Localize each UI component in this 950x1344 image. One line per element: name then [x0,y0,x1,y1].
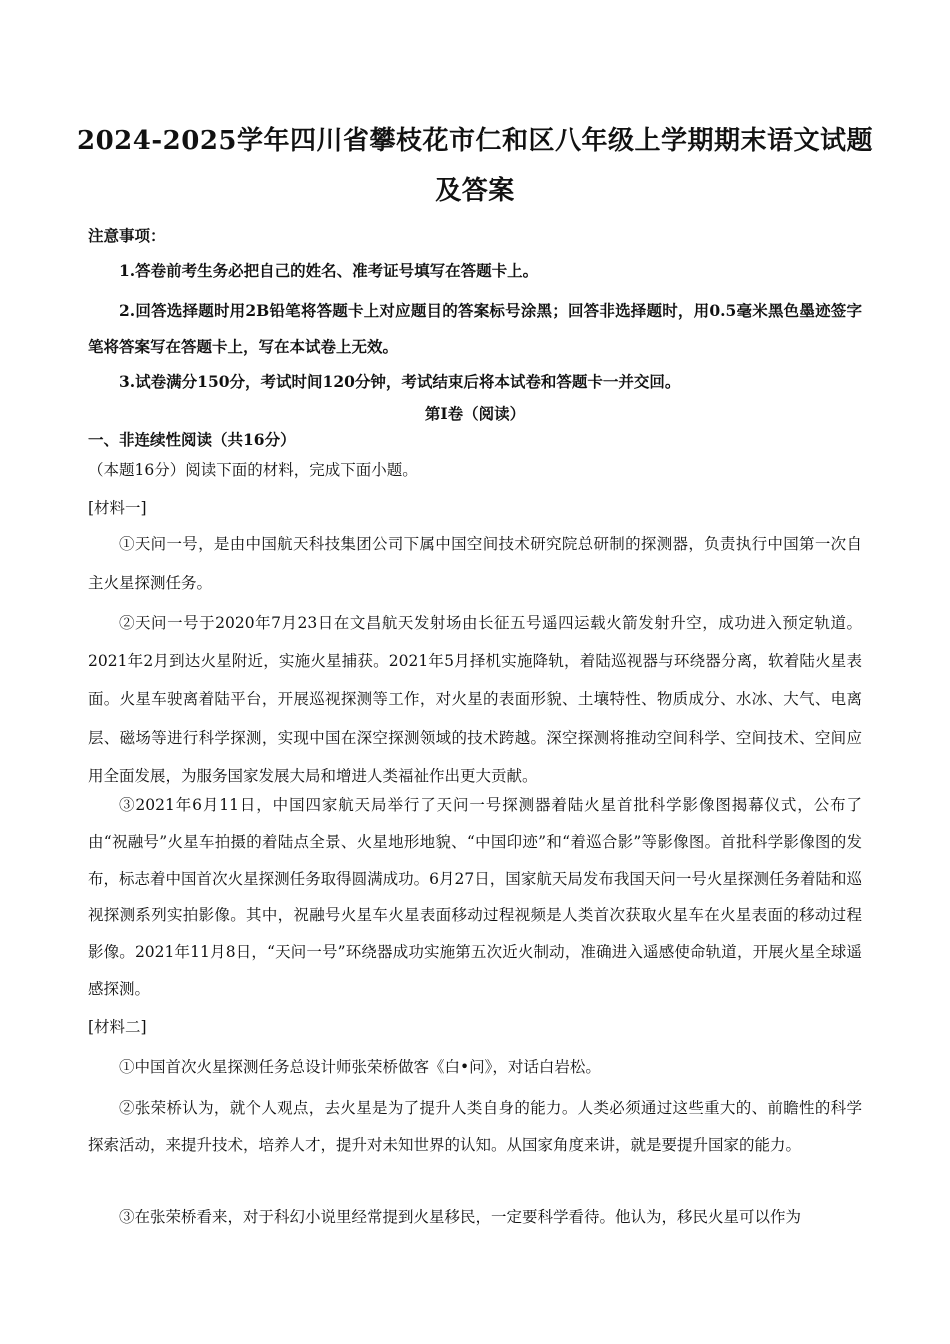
material-1-paragraph-3: ③2021年6月11日，中国四家航天局举行了天问一号探测器着陆火星首批科学影像图揭幕仪式，公布了由“祝融号”火星车拍摄的着陆点全景、火星地形地貌、“中国印迹”和“着巡合影”等影像图。首批科学影像图的发布，标志着中国首次火星探测任务取得圆满成功。6月27日，国家航天局发布我国天问一号火星探测任务着陆和巡视探测系列实拍影像。其中，祝融号火星车火星表面移动过程视频是人类首次获取火星车在火星表面的移动过程影像。2021年11月8日，“天问一号”环绕器成功实施第五次近火制动，准确进入遥感使命轨道，开展火星全球遥感探测。 [88,796,862,998]
volume-title: 第Ⅰ卷（阅读） [424,404,526,423]
material-1-paragraph-2: ②天问一号于2020年7月23日在文昌航天发射场由长征五号遥四运载火箭发射升空，成功进入预定轨道。2021年2月到达火星附近，实施火星捕获。2021年5月择机实施降轨，着陆巡视器与环绕器分离，软着陆火星表面。火星车驶离着陆平台，开展巡视探测等工作，对火星的表面形貌、土壤特性、物质成分、水冰、大气、电离层、磁场等进行科学探测，实现中国在深空探测领域的技术跨越。深空探测将推动空间科学、空间技术、空间应用全面发展，为服务国家发展大局和增进人类福祉作出更大贡献。 [88,614,862,785]
notice-item-2: 2.回答选择题时用2B铅笔将答题卡上对应题目的答案标号涂黑；回答非选择题时，用0.5毫米黑色墨迹签字笔将答案写在答题卡上，写在本试卷上无效。 [88,301,862,356]
material-2-paragraph-1: ①中国首次火星探测任务总设计师张荣桥做客《白•问》，对话白岩松。 [119,1058,601,1076]
material-1-paragraph-1: ①天问一号，是由中国航天科技集团公司下属中国空间技术研究院总研制的探测器，负责执行中国第一次自主火星探测任务。 [88,535,862,592]
material-2-paragraph-3: ③在张荣桥看来，对于科幻小说里经常提到火星移民，一定要科学看待。他认为，移民火星可以作为 [119,1208,802,1226]
material-1-label: [材料一] [88,499,147,517]
notice-item-3: 3.试卷满分150分，考试时间120分钟，考试结束后将本试卷和答题卡一并交回。 [119,372,681,391]
material-2-paragraph-2: ②张荣桥认为，就个人观点，去火星是为了提升人类自身的能力。人类必须通过这些重大的、前瞻性的科学探索活动，来提升技术，培养人才，提升对未知世界的认知。从国家角度来讲，就是要提升国家的能力。 [88,1099,862,1154]
section-instruction: （本题16分）阅读下面的材料，完成下面小题。 [88,461,418,479]
material-2-label: [材料二] [88,1018,147,1036]
notice-item-1: 1.答卷前考生务必把自己的姓名、准考证号填写在答题卡上。 [119,261,539,280]
document-title: 2024-2025学年四川省攀枝花市仁和区八年级上学期期末语文试题及答案 [76,126,874,206]
section-heading: 一、非连续性阅读（共16分） [88,430,296,449]
notice-heading: 注意事项： [88,226,166,245]
